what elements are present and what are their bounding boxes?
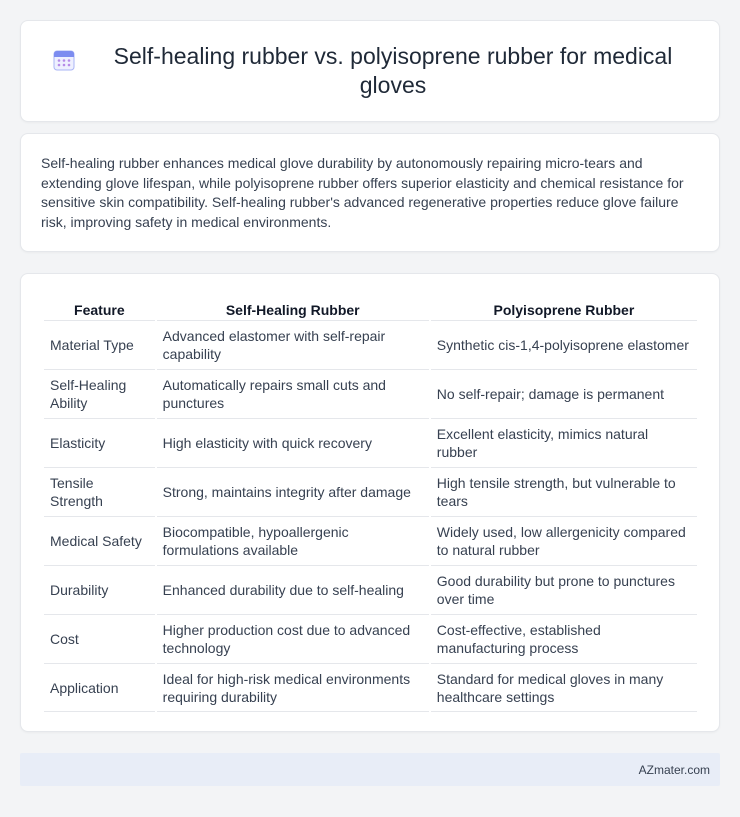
calendar-grid-icon xyxy=(52,48,76,72)
table-row xyxy=(44,516,697,565)
intro-paragraph: Self-healing rubber enhances medical glove durability by autonomously repairing micro-tears and extending glove lifespan, while polyisoprene rubber offers superior elasticity and chemical resistance for sensitive skin compatibility. Self-healing rubber's advanced regenerative properties reduce glove failure risk, improving safety in medical environments. xyxy=(41,155,684,230)
header-self-healing: Self-Healing Rubber xyxy=(225,302,360,318)
row-polyisoprene: Widely used, low allergenicity compared to natural rubber xyxy=(431,516,697,565)
row-polyisoprene: Cost-effective, established manufacturing process xyxy=(431,614,697,663)
table-row xyxy=(44,565,697,614)
row-feature: Cost xyxy=(44,614,155,663)
table-header-row xyxy=(44,294,697,320)
row-self-healing: Automatically repairs small cuts and punctures xyxy=(157,369,429,418)
row-polyisoprene: No self-repair; damage is permanent xyxy=(431,369,697,418)
table-row xyxy=(44,418,697,467)
footer-bar xyxy=(20,753,720,786)
row-polyisoprene: Standard for medical gloves in many healthcare settings xyxy=(431,663,697,712)
intro-card xyxy=(20,133,720,252)
row-self-healing: Higher production cost due to advanced technology xyxy=(157,614,429,663)
row-self-healing: Ideal for high-risk medical environments requiring durability xyxy=(157,663,429,712)
table-row xyxy=(44,663,697,712)
table-row xyxy=(44,369,697,418)
row-polyisoprene: Good durability but prone to punctures over time xyxy=(431,565,697,614)
comparison-card xyxy=(20,273,720,732)
comparison-table xyxy=(42,294,699,712)
row-feature: Elasticity xyxy=(44,418,155,467)
row-self-healing: Enhanced durability due to self-healing xyxy=(157,565,429,614)
page-title: Self-healing rubber vs. polyisoprene rubber for medical gloves xyxy=(113,43,673,98)
header-polyisoprene: Polyisoprene Rubber xyxy=(493,302,635,318)
row-polyisoprene: Excellent elasticity, mimics natural rubber xyxy=(431,418,697,467)
row-polyisoprene: High tensile strength, but vulnerable to tears xyxy=(431,467,697,516)
row-feature: Tensile Strength xyxy=(44,467,155,516)
row-feature: Medical Safety xyxy=(44,516,155,565)
footer-site-link[interactable]: AZmater.com xyxy=(638,762,710,777)
row-feature: Application xyxy=(44,663,155,712)
row-feature: Material Type xyxy=(44,320,155,369)
row-feature: Self-Healing Ability xyxy=(44,369,155,418)
title-card xyxy=(20,20,720,122)
title-wrap xyxy=(52,42,688,100)
row-self-healing: Strong, maintains integrity after damage xyxy=(157,467,429,516)
table-row xyxy=(44,467,697,516)
row-polyisoprene: Synthetic cis-1,4-polyisoprene elastomer xyxy=(431,320,697,369)
row-feature: Durability xyxy=(44,565,155,614)
table-row xyxy=(44,320,697,369)
row-self-healing: High elasticity with quick recovery xyxy=(157,418,429,467)
table-row xyxy=(44,614,697,663)
header-feature: Feature xyxy=(74,302,125,318)
row-self-healing: Advanced elastomer with self-repair capability xyxy=(157,320,429,369)
row-self-healing: Biocompatible, hypoallergenic formulations available xyxy=(157,516,429,565)
